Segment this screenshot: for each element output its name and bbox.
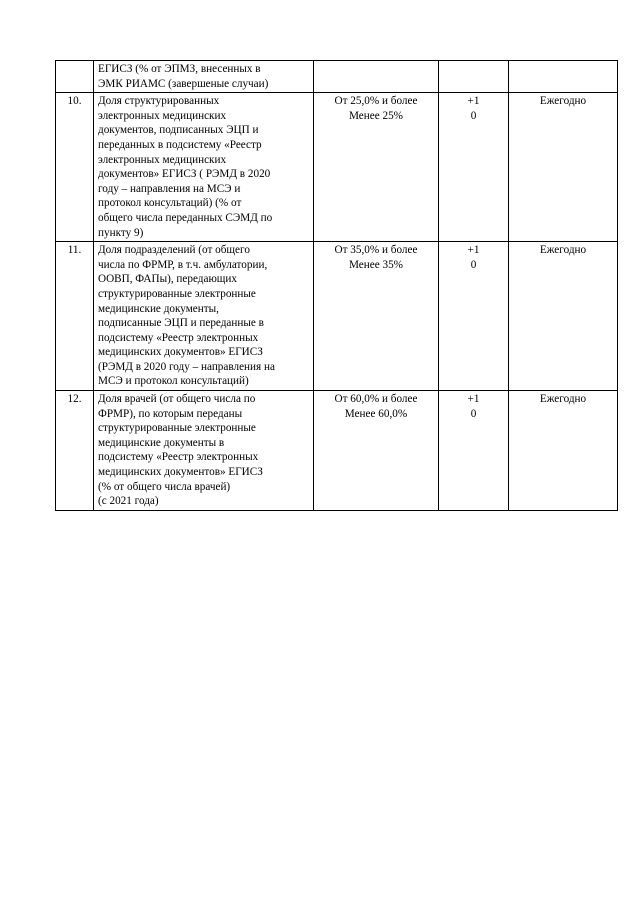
indicator-line: ООВП, ФАПы), передающих: [98, 273, 237, 286]
indicator-line: Доля врачей (от общего числа по: [98, 393, 256, 406]
criteria-line: От 60,0% и более: [334, 393, 418, 406]
indicator-line: электронных медицинских: [98, 109, 227, 122]
indicator-line: медицинских документов» ЕГИСЗ: [98, 466, 263, 479]
table-row: [56, 61, 618, 93]
score-line: +1: [467, 393, 480, 406]
indicator-line: пункту 9): [98, 226, 144, 239]
score-line: +1: [467, 244, 480, 257]
indicator-line: подсистему «Реестр электронных: [98, 451, 259, 464]
row-number: 11.: [56, 242, 94, 391]
indicators-table: [55, 60, 618, 511]
indicator-line: (с 2021 года): [98, 495, 159, 508]
indicator-line: ЭМК РИАМС (завершеные случаи): [98, 77, 269, 90]
score-cell: [439, 61, 509, 93]
indicator-text: [94, 61, 314, 93]
table-row: [56, 391, 618, 511]
table-row: [56, 242, 618, 391]
indicator-line: переданных в подсистему «Реестр: [98, 138, 262, 151]
criteria-cell: [314, 93, 439, 242]
criteria-line: От 35,0% и более: [334, 244, 418, 257]
indicator-line: МСЭ и протокол консультаций): [98, 375, 249, 388]
indicator-line: документов» ЕГИСЗ ( РЭМД в 2020: [98, 168, 271, 181]
criteria-line: Менее 35%: [349, 258, 403, 271]
indicator-line: медицинские документы,: [98, 302, 219, 315]
score-cell: [439, 391, 509, 511]
indicator-line: (% от общего числа врачей): [98, 480, 231, 493]
indicator-line: Доля подразделений (от общего: [98, 244, 250, 257]
row-number: [56, 61, 94, 93]
indicator-line: (РЭМД в 2020 году – направления на: [98, 360, 275, 373]
period-cell: [509, 61, 618, 93]
indicator-line: документов, подписанных ЭЦП и: [98, 124, 259, 137]
indicator-line: структурированные электронные: [98, 287, 256, 300]
table-body: [56, 61, 618, 511]
indicator-line: протокол консультаций) (% от: [98, 197, 242, 210]
period-cell: Ежегодно: [509, 242, 618, 391]
criteria-line: Менее 25%: [349, 109, 403, 122]
period-cell: Ежегодно: [509, 391, 618, 511]
criteria-line: Менее 60,0%: [344, 407, 408, 420]
indicator-line: электронных медицинских: [98, 153, 227, 166]
criteria-cell: [314, 391, 439, 511]
indicator-line: году – направления на МСЭ и: [98, 182, 241, 195]
indicator-line: подписанные ЭЦП и переданные в: [98, 317, 264, 330]
indicator-line: медицинских документов» ЕГИСЗ: [98, 346, 263, 359]
criteria-cell: [314, 242, 439, 391]
score-line: +1: [467, 95, 480, 108]
criteria-line: От 25,0% и более: [334, 95, 418, 108]
indicator-text: [94, 391, 314, 511]
row-number: 12.: [56, 391, 94, 511]
indicator-text: [94, 93, 314, 242]
indicator-line: ЕГИСЗ (% от ЭПМЗ, внесенных в: [98, 63, 261, 75]
criteria-cell: [314, 61, 439, 93]
indicator-text: [94, 242, 314, 391]
indicator-line: Доля структурированных: [98, 95, 220, 108]
indicator-line: медицинские документы в: [98, 436, 225, 449]
indicator-line: подсистему «Реестр электронных: [98, 331, 259, 344]
indicator-line: ФРМР), по которым переданы: [98, 407, 243, 420]
score-cell: [439, 242, 509, 391]
score-line: 0: [470, 258, 477, 271]
row-number: 10.: [56, 93, 94, 242]
indicator-line: общего числа переданных СЭМД по: [98, 211, 273, 224]
score-cell: [439, 93, 509, 242]
indicator-line: структурированные электронные: [98, 422, 256, 435]
table-row: [56, 93, 618, 242]
period-cell: Ежегодно: [509, 93, 618, 242]
score-line: 0: [470, 407, 477, 420]
score-line: 0: [470, 109, 477, 122]
indicator-line: числа по ФРМР, в т.ч. амбулатории,: [98, 258, 268, 271]
indicators-table-container: [55, 60, 617, 511]
